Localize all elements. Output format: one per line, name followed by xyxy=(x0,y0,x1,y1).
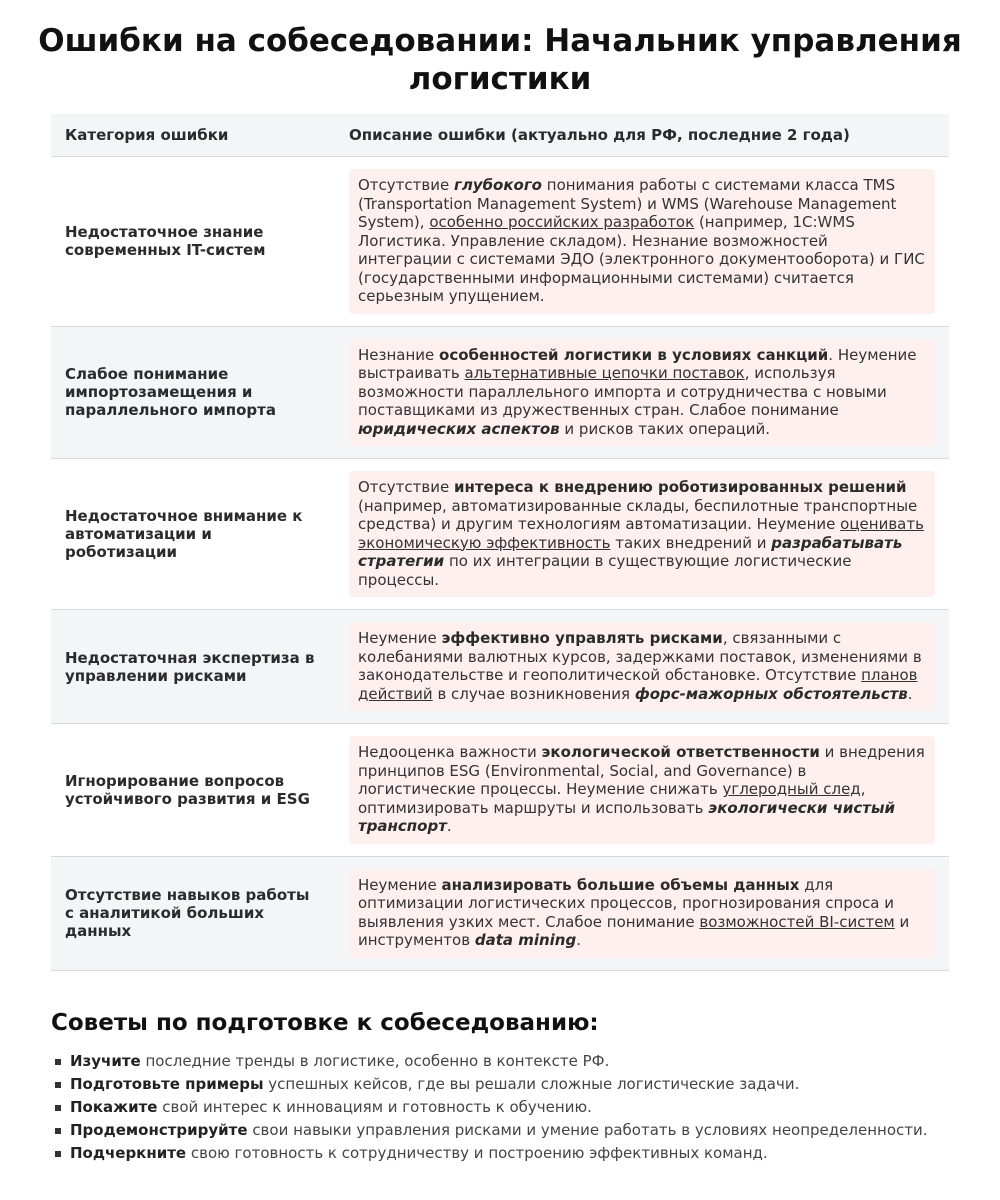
desc-text: и внедрения принципов ESG (Environmental, Social, and Governance) в логистические процессы. Неумение снижать xyxy=(358,743,925,798)
desc-text: понимания работы с системами класса TMS (Transportation Management System) и WMS (Warehouse Management System), xyxy=(358,176,897,231)
tips-heading: Советы по подготовке к собеседованию: xyxy=(51,1010,599,1036)
desc-text: (например, 1С:WMS Логистика. Управление складом). Незнание возможностей интеграции с системами ЭДО (электронного документооборота) и ГИС (государственными информационными системами) считается серьезным упущением. xyxy=(358,213,925,305)
desc-text: , используя возможности параллельного импорта и сотрудничества с новыми поставщиками из дружественных стран. Слабое понимание xyxy=(358,364,887,419)
desc-emphasis: data mining xyxy=(474,931,577,949)
desc-text: Неумение xyxy=(358,629,442,647)
error-description xyxy=(349,736,935,844)
list-item xyxy=(51,1144,931,1163)
desc-text: по их интеграции в существующие логистические процессы. xyxy=(358,552,852,589)
error-category: Игнорирование вопросов устойчивого развития и ESG xyxy=(51,724,335,857)
error-category: Отсутствие навыков работы с аналитикой больших данных xyxy=(51,856,335,970)
desc-text: Отсутствие xyxy=(358,478,454,496)
error-description-cell xyxy=(335,610,949,724)
error-category: Слабое понимание импортозамещения и параллельного импорта xyxy=(51,326,335,459)
tip-text: свои навыки управления рисками и умение работать в условиях неопределенности. xyxy=(247,1121,928,1139)
error-description-cell xyxy=(335,856,949,970)
error-description-cell xyxy=(335,326,949,459)
error-description xyxy=(349,169,935,314)
error-description xyxy=(349,869,935,958)
list-item xyxy=(51,1098,931,1117)
table-row xyxy=(51,459,949,610)
error-description xyxy=(349,339,935,447)
tip-lead: Подчеркните xyxy=(70,1144,187,1162)
desc-text: в случае возникновения xyxy=(432,684,635,703)
page-title: Ошибки на собеседовании: Начальник управления логистики xyxy=(38,23,962,97)
tip-lead: Изучите xyxy=(70,1052,141,1070)
desc-text: таких внедрений и xyxy=(610,533,772,552)
tips-list xyxy=(51,1052,931,1167)
table-row xyxy=(51,724,949,857)
desc-bold: анализировать большие объемы данных xyxy=(441,875,800,894)
tip-lead: Подготовьте примеры xyxy=(70,1075,264,1093)
desc-text: . xyxy=(907,684,913,703)
desc-underline: возможностей BI-систем xyxy=(699,912,895,931)
error-category: Недостаточное внимание к автоматизации и роботизации xyxy=(51,459,335,610)
error-category: Недостаточная экспертиза в управлении рисками xyxy=(51,610,335,724)
table-header-row xyxy=(51,114,949,157)
desc-text: и рисков таких операций. xyxy=(559,419,771,438)
desc-text: Недооценка важности xyxy=(358,743,542,761)
desc-bold: эффективно управлять рисками xyxy=(441,629,723,647)
desc-emphasis: форс-мажорных обстоятельств xyxy=(634,684,908,703)
tip-lead: Продемонстрируйте xyxy=(70,1121,248,1139)
error-description-cell xyxy=(335,724,949,857)
desc-text: Незнание xyxy=(358,345,440,364)
desc-text: (например, автоматизированные склады, беспилотные транспортные средства) и другим технологиям автоматизации. Неумение xyxy=(358,496,918,533)
desc-text: . Неумение выстраивать xyxy=(358,345,917,382)
list-item xyxy=(51,1121,931,1140)
desc-text: и инструментов xyxy=(358,912,910,949)
error-category: Недостаточное знание современных IT-систем xyxy=(51,157,335,327)
errors-table xyxy=(51,114,949,971)
table-row xyxy=(51,326,949,459)
desc-underline: альтернативные цепочки поставок xyxy=(464,364,745,382)
table-row xyxy=(51,157,949,327)
desc-bold: экологической ответственности xyxy=(541,743,820,761)
tip-lead: Покажите xyxy=(70,1098,158,1116)
tip-text: успешных кейсов, где вы решали сложные логистические задачи. xyxy=(263,1075,800,1093)
desc-emphasis: экологически чистый транспорт xyxy=(358,798,896,835)
desc-bold: интереса к внедрению роботизированных решений xyxy=(453,478,907,496)
desc-text: , связанными с колебаниями валютных курсов, задержками поставок, изменениями в законодательстве и геополитической обстановке. Отсутствие xyxy=(358,629,922,684)
desc-text: . xyxy=(446,817,452,835)
table-row xyxy=(51,856,949,970)
desc-emphasis: разрабатывать стратегии xyxy=(358,533,903,570)
header-description: Описание ошибки (актуально для РФ, последние 2 года) xyxy=(335,114,949,157)
tip-text: свою готовность к сотрудничеству и построению эффективных команд. xyxy=(186,1144,768,1162)
header-category: Категория ошибки xyxy=(51,114,335,157)
table-row xyxy=(51,610,949,724)
error-description-cell xyxy=(335,157,949,327)
desc-bold: особенностей логистики в условиях санкций xyxy=(439,345,829,364)
error-description xyxy=(349,471,935,597)
desc-text: . xyxy=(576,931,581,949)
desc-text: Неумение xyxy=(358,875,442,894)
desc-emphasis: юридических аспектов xyxy=(358,419,560,438)
error-description xyxy=(349,622,935,711)
list-item xyxy=(51,1052,931,1071)
desc-underline: оценивать экономическую эффективность xyxy=(358,515,924,552)
tip-text: последние тренды в логистике, особенно в контексте РФ. xyxy=(140,1052,610,1070)
desc-emphasis: глубокого xyxy=(453,176,542,194)
desc-underline: углеродный след xyxy=(722,780,861,798)
desc-text: для оптимизации логистических процессов, прогнозирования спроса и выявления узких мест. Слабое понимание xyxy=(358,875,894,931)
tip-text: свой интерес к инновациям и готовность к обучению. xyxy=(157,1098,592,1116)
desc-underline: особенно российских разработок xyxy=(429,213,695,231)
error-description-cell xyxy=(335,459,949,610)
desc-text: , оптимизировать маршруты и использовать xyxy=(358,780,866,817)
list-item xyxy=(51,1075,931,1094)
desc-text: Отсутствие xyxy=(358,176,454,194)
desc-underline: планов действий xyxy=(358,666,918,703)
